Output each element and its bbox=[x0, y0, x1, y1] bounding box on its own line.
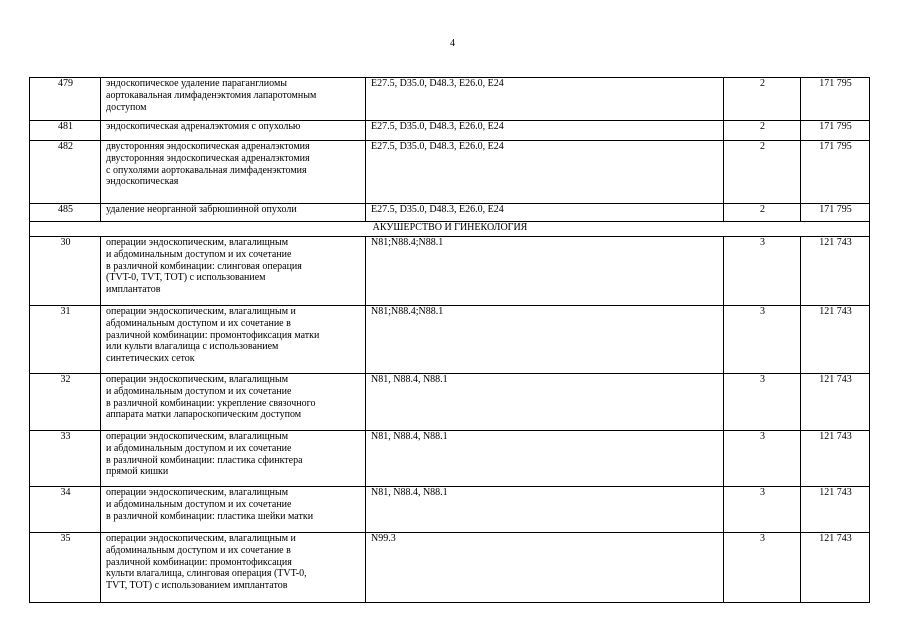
procedure-name-line: в различной комбинации: пластика шейки матки bbox=[106, 510, 314, 522]
procedure-name-line: TVT, TOT) с использованием имплантатов bbox=[106, 580, 288, 592]
procedure-name-line: операции эндоскопическим, влагалищным bbox=[106, 237, 289, 248]
cost-value: 121 743 bbox=[801, 431, 870, 487]
diagnosis-codes: N81, N88.4, N88.1 bbox=[366, 374, 724, 431]
procedure-name bbox=[101, 306, 366, 374]
diagnosis-codes: N99.3 bbox=[366, 533, 724, 603]
procedure-name-line: в различной комбинации: пластика сфинктера bbox=[106, 454, 303, 466]
cost-value: 171 795 bbox=[801, 78, 870, 121]
group-value: 3 bbox=[724, 237, 801, 306]
procedure-name-line: операции эндоскопическим, влагалищным и bbox=[106, 306, 296, 317]
table-row bbox=[30, 487, 870, 533]
table-row bbox=[30, 237, 870, 306]
diagnosis-codes: N81;N88.4;N88.1 bbox=[366, 306, 724, 374]
section-title: АКУШЕРСТВО И ГИНЕКОЛОГИЯ bbox=[30, 222, 870, 237]
procedure-name-line: в различной комбинации: слинговая операция bbox=[106, 260, 302, 272]
procedure-name-line: и абдоминальным доступом и их сочетание bbox=[106, 442, 292, 454]
procedure-name bbox=[101, 141, 366, 204]
table-row bbox=[30, 533, 870, 603]
procedure-name-line: и абдоминальным доступом и их сочетание bbox=[106, 498, 292, 510]
row-number: 33 bbox=[30, 431, 101, 487]
section-row bbox=[30, 222, 870, 237]
table-row bbox=[30, 121, 870, 141]
group-value: 3 bbox=[724, 431, 801, 487]
procedure-name bbox=[101, 487, 366, 533]
row-number: 32 bbox=[30, 374, 101, 431]
row-number: 35 bbox=[30, 533, 101, 603]
procedure-name-line: и абдоминальным доступом и их сочетание bbox=[106, 248, 292, 260]
table-row bbox=[30, 78, 870, 121]
row-number: 481 bbox=[30, 121, 101, 141]
procedure-name-line: и абдоминальным доступом и их сочетание bbox=[106, 385, 292, 397]
group-value: 3 bbox=[724, 533, 801, 603]
diagnosis-codes: E27.5, D35.0, D48.3, E26.0, E24 bbox=[366, 141, 724, 204]
cost-value: 121 743 bbox=[801, 374, 870, 431]
diagnosis-codes: E27.5, D35.0, D48.3, E26.0, E24 bbox=[366, 78, 724, 121]
table-body bbox=[30, 78, 870, 603]
procedure-name bbox=[101, 78, 366, 121]
group-value: 3 bbox=[724, 487, 801, 533]
page-number: 4 bbox=[450, 38, 455, 49]
procedure-name bbox=[101, 237, 366, 306]
row-number: 482 bbox=[30, 141, 101, 204]
cost-value: 121 743 bbox=[801, 487, 870, 533]
procedures-table bbox=[29, 77, 870, 603]
procedure-name-line: различной комбинации: промонтофиксация матки bbox=[106, 329, 320, 341]
procedure-name-line: эндоскопическая адреналэктомия с опухолью bbox=[106, 121, 301, 132]
cost-value: 121 743 bbox=[801, 237, 870, 306]
table-row bbox=[30, 374, 870, 431]
cost-value: 171 795 bbox=[801, 204, 870, 222]
row-number: 34 bbox=[30, 487, 101, 533]
procedure-name-line: или культи влагалища с использованием bbox=[106, 341, 279, 353]
diagnosis-codes: N81, N88.4, N88.1 bbox=[366, 487, 724, 533]
row-number: 479 bbox=[30, 78, 101, 121]
group-value: 3 bbox=[724, 374, 801, 431]
group-value: 2 bbox=[724, 141, 801, 204]
procedure-name-line: прямой кишки bbox=[106, 466, 169, 478]
table-row bbox=[30, 204, 870, 222]
group-value: 3 bbox=[724, 306, 801, 374]
procedure-name-line: доступом bbox=[106, 101, 147, 113]
group-value: 2 bbox=[724, 78, 801, 121]
procedure-name bbox=[101, 533, 366, 603]
procedure-name-line: двусторонняя эндоскопическая адреналэктомия bbox=[106, 141, 310, 152]
procedure-name-line: культи влагалища, слинговая операция (TVT-0, bbox=[106, 568, 307, 580]
row-number: 485 bbox=[30, 204, 101, 222]
procedure-name-line: (TVT-0, TVT, TOT) с использованием bbox=[106, 272, 266, 284]
procedure-name bbox=[101, 431, 366, 487]
procedure-name-line: имплантатов bbox=[106, 284, 161, 296]
group-value: 2 bbox=[724, 204, 801, 222]
procedure-name-line: с опухолями аортокавальная лимфаденэктомия bbox=[106, 164, 307, 176]
procedure-name-line: аппарата матки лапароскопическим доступом bbox=[106, 409, 302, 421]
procedure-name bbox=[101, 204, 366, 222]
group-value: 2 bbox=[724, 121, 801, 141]
diagnosis-codes: E27.5, D35.0, D48.3, E26.0, E24 bbox=[366, 121, 724, 141]
procedure-name-line: операции эндоскопическим, влагалищным bbox=[106, 431, 289, 442]
table-row bbox=[30, 306, 870, 374]
row-number: 30 bbox=[30, 237, 101, 306]
procedure-name-line: удаление неорганной забрюшинной опухоли bbox=[106, 204, 297, 215]
procedure-name-line: операции эндоскопическим, влагалищным bbox=[106, 487, 289, 498]
table-row bbox=[30, 431, 870, 487]
diagnosis-codes: N81, N88.4, N88.1 bbox=[366, 431, 724, 487]
procedure-name-line: эндоскопическая bbox=[106, 176, 179, 188]
cost-value: 121 743 bbox=[801, 533, 870, 603]
row-number: 31 bbox=[30, 306, 101, 374]
procedure-name-line: абдоминальным доступом и их сочетание в bbox=[106, 544, 291, 556]
procedure-name-line: двусторонняя эндоскопическая адреналэктомия bbox=[106, 152, 310, 164]
procedure-name-line: операции эндоскопическим, влагалищным и bbox=[106, 533, 296, 544]
procedure-name-line: в различной комбинации: укрепление связочного bbox=[106, 397, 316, 409]
diagnosis-codes: E27.5, D35.0, D48.3, E26.0, E24 bbox=[366, 204, 724, 222]
procedure-name-line: операции эндоскопическим, влагалищным bbox=[106, 374, 289, 385]
procedure-name-line: синтетических сеток bbox=[106, 353, 195, 365]
procedure-name bbox=[101, 121, 366, 141]
table-row bbox=[30, 141, 870, 204]
diagnosis-codes: N81;N88.4;N88.1 bbox=[366, 237, 724, 306]
procedure-name-line: аортокавальная лимфаденэктомия лапаротомным bbox=[106, 89, 317, 101]
cost-value: 171 795 bbox=[801, 121, 870, 141]
cost-value: 171 795 bbox=[801, 141, 870, 204]
procedure-name-line: различной комбинации: промонтофиксация bbox=[106, 556, 292, 568]
procedure-name-line: абдоминальным доступом и их сочетание в bbox=[106, 317, 291, 329]
procedure-name-line: эндоскопическое удаление параганглиомы bbox=[106, 78, 288, 89]
procedure-name bbox=[101, 374, 366, 431]
cost-value: 121 743 bbox=[801, 306, 870, 374]
